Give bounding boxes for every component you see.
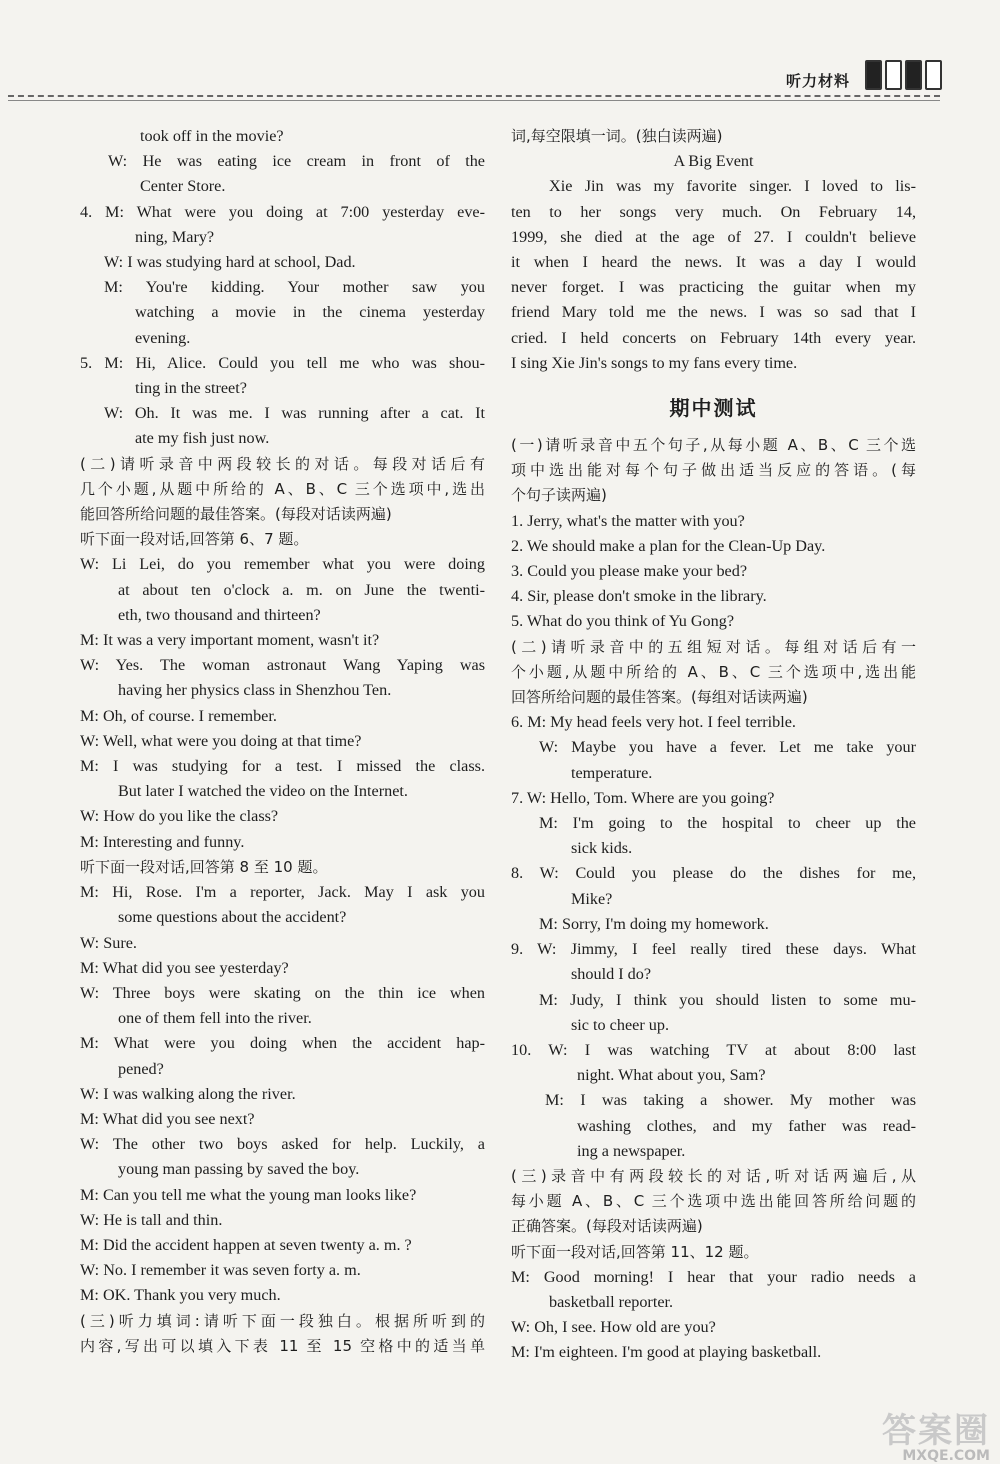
text-line: one of them fell into the river. — [118, 1009, 312, 1028]
text-line: (三)录音中有两段较长的对话,听对话两遍后,从 — [511, 1166, 916, 1185]
text-line: basketball reporter. — [549, 1292, 674, 1311]
text-line: watching a movie in the cinema yesterday — [135, 303, 485, 322]
text-line: young man passing by saved the boy. — [118, 1160, 360, 1179]
header-divider-thin — [8, 100, 940, 101]
text-line: Mike? — [571, 889, 613, 908]
text-line: M: What were you doing when the accident hap- — [80, 1034, 485, 1053]
text-line: washing clothes, and my father was read- — [577, 1116, 916, 1135]
text-line: some questions about the accident? — [118, 908, 347, 927]
text-line: M: I was studying for a test. I missed the class. — [80, 757, 485, 776]
text-line: M: What did you see yesterday? — [80, 958, 289, 977]
text-line: took off in the movie? — [140, 127, 284, 145]
header-logo — [865, 60, 942, 90]
text-line: W: I was studying hard at school, Dad. — [104, 253, 356, 272]
text-line: 回答所给问题的最佳答案。(每组对话读两遍) — [511, 688, 808, 707]
text-line: M: You're kidding. Your mother saw you — [104, 278, 485, 297]
text-line: ing a newspaper. — [577, 1141, 686, 1160]
text-line: M: Good morning! I hear that your radio needs a — [511, 1267, 916, 1286]
text-line: M: Interesting and funny. — [80, 832, 245, 851]
text-line: sic to cheer up. — [571, 1015, 669, 1034]
text-line: 9. W: Jimmy, I feel really tired these days. What — [511, 940, 916, 959]
text-line: (二)请听录音中两段较长的对话。每段对话后有 — [80, 454, 485, 473]
text-line: having her physics class in Shenzhou Ten. — [118, 681, 392, 700]
text-line: 听下面一段对话,回答第 6、7 题。 — [80, 530, 309, 549]
text-line: M: Can you tell me what the young man looks like? — [80, 1185, 417, 1204]
text-line: M: Hi, Rose. I'm a reporter, Jack. May I ask you — [80, 883, 485, 902]
text-line: W: The other two boys asked for help. Luckily, a — [80, 1135, 485, 1154]
text-line: temperature. — [571, 763, 653, 782]
text-line: cried. I held concerts on February 14th every year. — [511, 328, 916, 347]
left-column — [80, 124, 485, 1359]
text-line: W: Maybe you have a fever. Let me take your — [539, 738, 916, 757]
text-line: W: He was eating ice cream in front of the — [108, 152, 485, 171]
text-line: A Big Event — [673, 152, 754, 171]
text-line: Center Store. — [140, 177, 226, 196]
text-line: 7. W: Hello, Tom. Where are you going? — [511, 788, 775, 807]
text-line: M: Judy, I think you should listen to some mu- — [539, 990, 916, 1009]
text-line: ten to her songs very much. On February 14, — [511, 202, 916, 221]
text-line: W: Li Lei, do you remember what you were doing — [80, 555, 485, 574]
text-line: W: How do you like the class? — [80, 807, 279, 826]
text-line: 1999, she died at the age of 27. I couldn't believe — [511, 227, 916, 246]
text-line: W: He is tall and thin. — [80, 1210, 223, 1229]
text-line: 5. M: Hi, Alice. Could you tell me who was shou- — [80, 353, 485, 372]
text-line: M: It was a very important moment, wasn't it? — [80, 631, 380, 650]
text-line: 几个小题,从题中所给的 A、B、C 三个选项中,选出 — [80, 479, 485, 498]
text-line: ate my fish just now. — [135, 429, 270, 448]
text-line: night. What about you, Sam? — [577, 1066, 766, 1085]
text-line: 能回答所给问题的最佳答案。(每段对话读两遍) — [80, 505, 392, 524]
text-line: M: What did you see next? — [80, 1109, 255, 1128]
text-line: (二)请听录音中的五组短对话。每组对话后有一 — [511, 637, 916, 656]
text-line: 3. Could you please make your bed? — [511, 562, 748, 581]
text-line: W: Yes. The woman astronaut Wang Yaping was — [80, 656, 485, 675]
section-title: 期中测试 — [669, 396, 758, 421]
text-line: ting in the street? — [135, 379, 247, 398]
text-line: pened? — [118, 1059, 164, 1078]
text-line: (一)请听录音中五个句子,从每小题 A、B、C 三个选 — [511, 436, 916, 455]
header-divider — [8, 95, 940, 97]
text-line: never forget. I was practicing the guitar when my — [511, 278, 916, 297]
text-line: 10. W: I was watching TV at about 8:00 last — [511, 1040, 916, 1059]
text-line: I sing Xie Jin's songs to my fans every time. — [511, 353, 798, 372]
text-line: 6. M: My head feels very hot. I feel terrible. — [511, 713, 796, 732]
text-line: 内容,写出可以填入下表 11 至 15 空格中的适当单 — [80, 1336, 485, 1355]
text-line: 听下面一段对话,回答第 8 至 10 题。 — [80, 857, 328, 876]
text-line: M: Did the accident happen at seven twenty a. m. ? — [80, 1235, 412, 1254]
text-line: sick kids. — [571, 839, 633, 858]
text-line: eth, two thousand and thirteen? — [118, 605, 321, 624]
monologue-block — [511, 124, 916, 376]
text-line: 4. Sir, please don't smoke in the library. — [511, 587, 767, 606]
text-line: ning, Mary? — [135, 227, 215, 246]
text-line: 项中选出能对每个句子做出适当反应的答语。(每 — [511, 461, 916, 480]
text-line: W: Oh. It was me. I was running after a cat. It — [104, 404, 485, 423]
text-line: Xie Jin was my favorite singer. I loved to lis- — [549, 177, 916, 196]
text-line: W: Three boys were skating on the thin ice when — [80, 983, 485, 1002]
text-line: W: Oh, I see. How old are you? — [511, 1318, 716, 1337]
text-line: W: Sure. — [80, 933, 137, 952]
text-line: W: I was walking along the river. — [80, 1084, 296, 1103]
text-line: M: Oh, of course. I remember. — [80, 706, 277, 725]
text-line: 词,每空限填一词。(独白读两遍) — [511, 127, 723, 145]
text-line: M: I'm eighteen. I'm good at playing basketball. — [511, 1343, 822, 1362]
text-line: But later I watched the video on the Internet. — [118, 782, 408, 801]
text-line: 4. M: What were you doing at 7:00 yesterday eve- — [80, 202, 485, 221]
text-line: 每小题 A、B、C 三个选项中选出能回答所给问题的 — [511, 1192, 916, 1211]
watermark-logo: 答案圈 — [882, 1411, 990, 1451]
text-line: W: No. I remember it was seven forty a. m. — [80, 1261, 361, 1280]
text-line: 个句子读两遍) — [511, 486, 607, 505]
watermark-url: MXQE.COM — [902, 1448, 990, 1464]
text-line: friend Mary told me the news. I was so sad that I — [511, 303, 916, 322]
text-line: should I do? — [571, 965, 652, 984]
text-line: (三)听力填词:请听下面一段独白。根据所听到的 — [80, 1311, 485, 1330]
text-line: 个小题,从题中所给的 A、B、C 三个选项中,选出能 — [511, 662, 916, 681]
right-column — [511, 124, 916, 1366]
text-line: M: I'm going to the hospital to cheer up the — [539, 814, 916, 833]
midterm-block — [511, 433, 916, 1366]
text-line: M: OK. Thank you very much. — [80, 1286, 281, 1305]
text-line: 1. Jerry, what's the matter with you? — [511, 511, 745, 530]
text-line: 2. We should make a plan for the Clean-Up Day. — [511, 536, 826, 555]
text-line: M: Sorry, I'm doing my homework. — [539, 914, 769, 933]
text-line: M: I was taking a shower. My mother was — [545, 1091, 916, 1110]
text-line: 5. What do you think of Yu Gong? — [511, 612, 735, 631]
header-section-label: 听力材料 — [785, 72, 850, 90]
text-line: 听下面一段对话,回答第 11、12 题。 — [511, 1242, 759, 1261]
text-line: it when I heard the news. It was a day I would — [511, 253, 916, 272]
text-line: 正确答案。(每段对话读两遍) — [511, 1217, 703, 1236]
text-line: W: Well, what were you doing at that time? — [80, 731, 362, 750]
text-line: at about ten o'clock a. m. on June the twenti- — [118, 580, 485, 599]
text-line: 8. W: Could you please do the dishes for me, — [511, 864, 916, 883]
text-line: evening. — [135, 328, 191, 347]
